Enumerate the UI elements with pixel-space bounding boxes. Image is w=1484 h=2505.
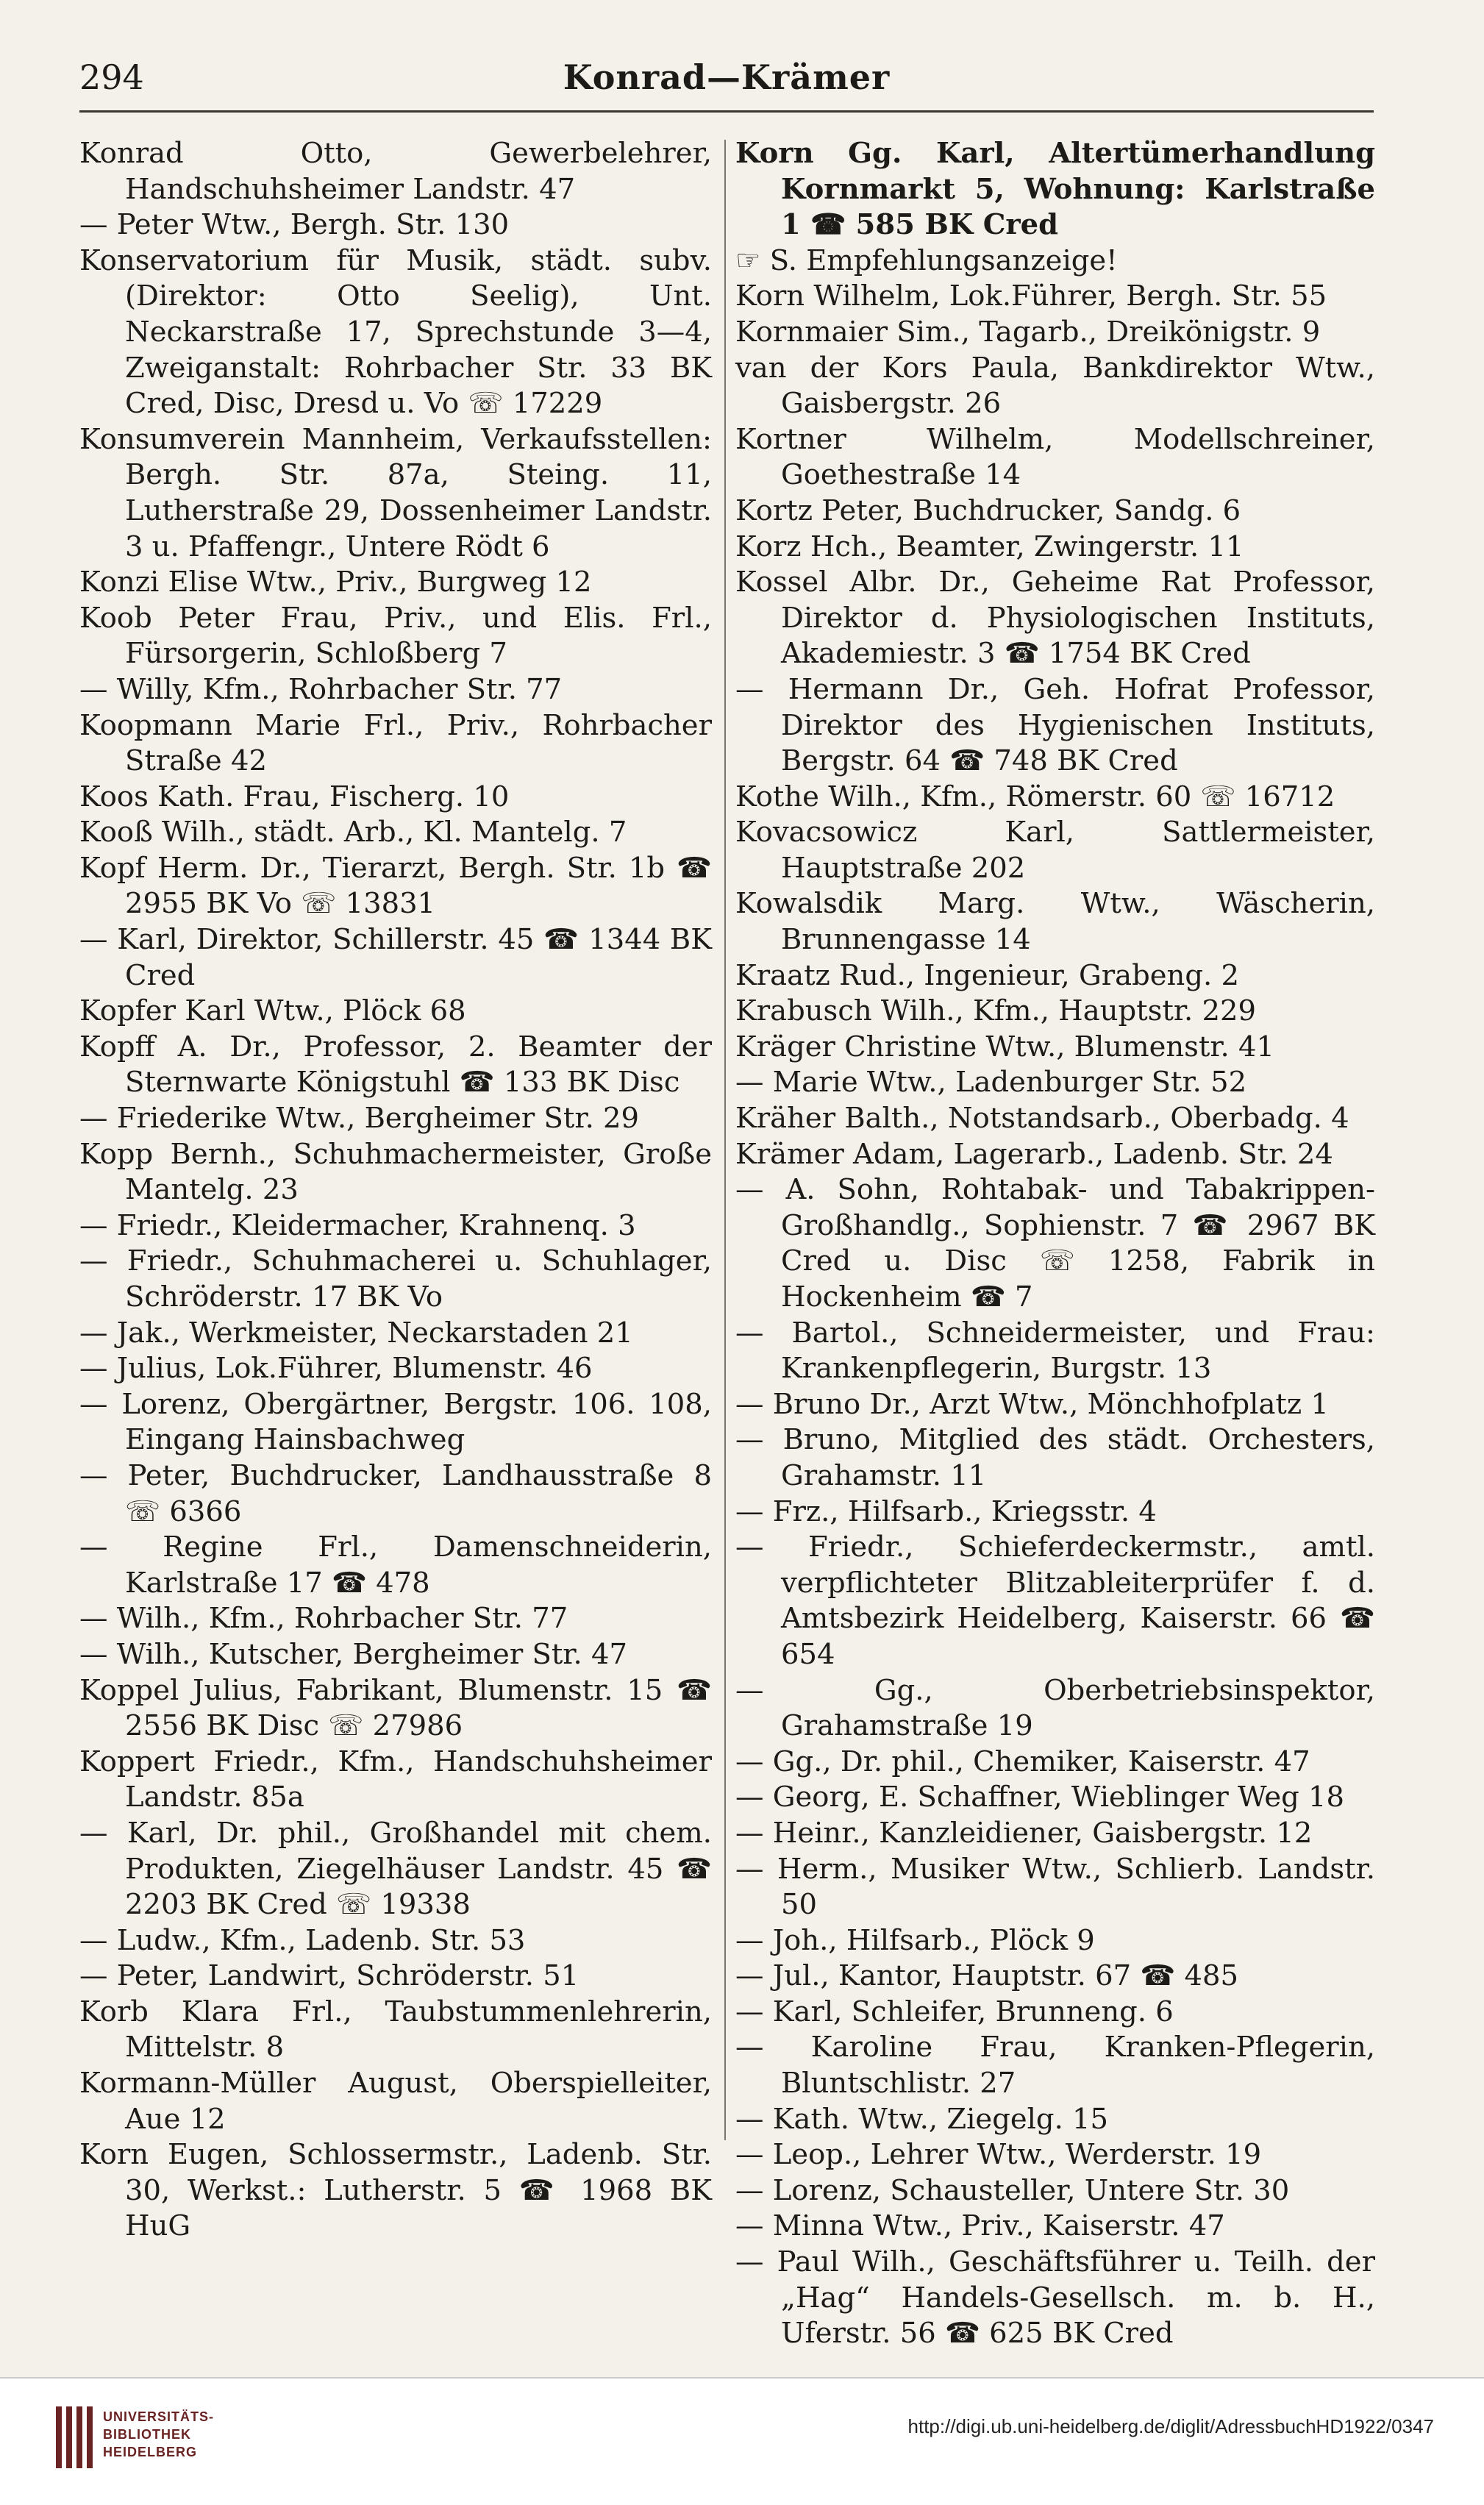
directory-entry: Kraatz Rud., Ingenieur, Grabeng. 2 bbox=[735, 958, 1239, 992]
directory-entry: Kopf Herm. Dr., Tierarzt, Bergh. Str. 1b ☎ 2955 BK Vo ☏ 13831 bbox=[79, 851, 712, 921]
directory-entry: — Georg, E. Schaffner, Wieblinger Weg 18 bbox=[735, 1781, 1345, 1814]
directory-entry: — Hermann Dr., Geh. Hofrat Professor, Direktor des Hygienischen Instituts, Bergstr. 64 ☎ 748 BK Cred bbox=[735, 672, 1375, 778]
directory-entry: Kooß Wilh., städt. Arb., Kl. Mantelg. 7 bbox=[79, 816, 627, 849]
directory-entry: — Peter, Landwirt, Schröderstr. 51 bbox=[79, 1959, 579, 1993]
library-name-line: BIBLIOTHEK bbox=[103, 2427, 191, 2442]
running-head: Konrad—Krämer bbox=[563, 57, 891, 97]
directory-entry: — Gg., Dr. phil., Chemiker, Kaiserstr. 47 bbox=[735, 1745, 1310, 1778]
directory-entry: — Gg., Oberbetriebsinspektor, Grahamstraße 19 bbox=[735, 1673, 1375, 1743]
directory-entry: Koos Kath. Frau, Fischerg. 10 bbox=[79, 780, 510, 813]
directory-entry: — Heinr., Kanzleidiener, Gaisbergstr. 12 bbox=[735, 1816, 1313, 1850]
directory-entry: — Friedr., Schieferdeckermstr., amtl. verpflichteter Blitzableiterprüfer f. d. Amtsbezirk Heidelberg, Kaiserstr. 66 ☎ 654 bbox=[735, 1531, 1375, 1671]
directory-entry: Korz Hch., Beamter, Zwingerstr. 11 bbox=[735, 530, 1244, 563]
directory-entry: Koppert Friedr., Kfm., Handschuhsheimer Landstr. 85a bbox=[79, 1745, 712, 1814]
directory-entry: — Friedr., Schuhmacherei u. Schuhlager, Schröderstr. 17 BK Vo bbox=[79, 1244, 712, 1314]
directory-entry: Kortz Peter, Buchdrucker, Sandg. 6 bbox=[735, 493, 1241, 527]
library-logo-icon bbox=[51, 2401, 96, 2474]
directory-entry: — Leop., Lehrer Wtw., Werderstr. 19 bbox=[735, 2138, 1262, 2172]
directory-entry: Konzi Elise Wtw., Priv., Burgweg 12 bbox=[79, 566, 592, 599]
library-name-line: HEIDELBERG bbox=[103, 2445, 198, 2459]
directory-entry: — Friederike Wtw., Bergheimer Str. 29 bbox=[79, 1102, 640, 1136]
directory-entry: — Lorenz, Schausteller, Untere Str. 30 bbox=[735, 2173, 1290, 2207]
directory-entry: Kovacsowicz Karl, Sattlermeister, Hauptstraße 202 bbox=[735, 816, 1375, 885]
footer-bar bbox=[0, 2377, 1484, 2505]
directory-entry: Kräger Christine Wtw., Blumenstr. 41 bbox=[735, 1030, 1275, 1063]
directory-entry: — Bartol., Schneidermeister, und Frau: Krankenpflegerin, Burgstr. 13 bbox=[735, 1316, 1375, 1386]
directory-entry: Krämer Adam, Lagerarb., Ladenb. Str. 24 bbox=[735, 1137, 1333, 1171]
directory-entry: Kopp Bernh., Schuhmachermeister, Große Mantelg. 23 bbox=[79, 1137, 712, 1207]
directory-entry: — Karoline Frau, Kranken-Pflegerin, Bluntschlistr. 27 bbox=[735, 2031, 1375, 2100]
directory-entry: Korn Gg. Karl, Altertümerhandlung Kornmarkt 5, Wohnung: Karlstraße 1 ☎ 585 BK Cred bbox=[735, 137, 1375, 242]
directory-entry: Krabusch Wilh., Kfm., Hauptstr. 229 bbox=[735, 994, 1256, 1028]
directory-entry: van der Kors Paula, Bankdirektor Wtw., Gaisbergstr. 26 bbox=[735, 351, 1375, 421]
directory-entry: — Bruno Dr., Arzt Wtw., Mönchhofplatz 1 bbox=[735, 1387, 1329, 1421]
directory-entry: — Willy, Kfm., Rohrbacher Str. 77 bbox=[79, 672, 563, 706]
directory-entry: — Ludw., Kfm., Ladenb. Str. 53 bbox=[79, 1923, 526, 1957]
directory-entry: Kortner Wilhelm, Modellschreiner, Goethestraße 14 bbox=[735, 422, 1375, 492]
directory-entry: Kornmaier Sim., Tagarb., Dreikönigstr. 9 bbox=[735, 315, 1321, 349]
directory-entry: ☞ S. Empfehlungsanzeige! bbox=[735, 243, 1118, 277]
library-name-line: UNIVERSITÄTS- bbox=[103, 2409, 215, 2424]
library-name bbox=[103, 2408, 214, 2461]
left-column bbox=[79, 136, 712, 2245]
directory-entry: — Bruno, Mitglied des städt. Orchesters, Grahamstr. 11 bbox=[735, 1423, 1375, 1492]
directory-entry: — Wilh., Kutscher, Bergheimer Str. 47 bbox=[79, 1637, 627, 1671]
directory-entry: — Peter, Buchdrucker, Landhausstraße 8 ☏ 6366 bbox=[79, 1458, 712, 1528]
directory-entry: — Jul., Kantor, Hauptstr. 67 ☎ 485 bbox=[735, 1959, 1239, 1993]
directory-entry: Korb Klara Frl., Taubstummenlehrerin, Mittelstr. 8 bbox=[79, 1995, 712, 2064]
directory-entry: — Joh., Hilfsarb., Plöck 9 bbox=[735, 1923, 1095, 1957]
directory-entry: — Wilh., Kfm., Rohrbacher Str. 77 bbox=[79, 1602, 568, 1636]
column-divider bbox=[724, 140, 726, 2140]
directory-entry: — Julius, Lok.Führer, Blumenstr. 46 bbox=[79, 1352, 593, 1386]
directory-entry: — Karl, Dr. phil., Großhandel mit chem. Produkten, Ziegelhäuser Landstr. 45 ☎ 2203 BK Cred ☏ 19338 bbox=[79, 1816, 712, 1922]
directory-entry: — Karl, Direktor, Schillerstr. 45 ☎ 1344 BK Cred bbox=[79, 923, 712, 992]
directory-entry: Koob Peter Frau, Priv., und Elis. Frl., Fürsorgerin, Schloßberg 7 bbox=[79, 601, 712, 671]
directory-entry: — Friedr., Kleidermacher, Krahnenq. 3 bbox=[79, 1208, 636, 1242]
directory-entry: Kowalsdik Marg. Wtw., Wäscherin, Brunnengasse 14 bbox=[735, 887, 1375, 957]
directory-entry: — Karl, Schleifer, Brunneng. 6 bbox=[735, 1995, 1174, 2028]
directory-entry: Konsumverein Mannheim, Verkaufsstellen: Bergh. Str. 87a, Steing. 11, Lutherstraße 29, Dossenheimer Landstr. 3 u. Pfaffengr., Untere Rödt 6 bbox=[79, 422, 712, 563]
directory-entry: — Kath. Wtw., Ziegelg. 15 bbox=[735, 2102, 1109, 2136]
directory-entry: Kräher Balth., Notstandsarb., Oberbadg. 4 bbox=[735, 1102, 1349, 1136]
directory-entry: Konrad Otto, Gewerbelehrer, Handschuhsheimer Landstr. 47 bbox=[79, 137, 712, 206]
directory-entry: Koopmann Marie Frl., Priv., Rohrbacher Straße 42 bbox=[79, 708, 712, 778]
directory-entry: — Regine Frl., Damenschneiderin, Karlstraße 17 ☎ 478 bbox=[79, 1531, 712, 1600]
directory-entry: Korn Eugen, Schlossermstr., Ladenb. Str. 30, Werkst.: Lutherstr. 5 ☎ 1968 BK HuG bbox=[79, 2138, 712, 2243]
right-column bbox=[735, 136, 1375, 2352]
directory-entry: — Marie Wtw., Ladenburger Str. 52 bbox=[735, 1066, 1247, 1100]
directory-entry: — Frz., Hilfsarb., Kriegsstr. 4 bbox=[735, 1494, 1157, 1528]
header-rule bbox=[79, 110, 1374, 113]
directory-entry: — Jak., Werkmeister, Neckarstaden 21 bbox=[79, 1316, 633, 1350]
directory-entry: — Paul Wilh., Geschäftsführer u. Teilh. der „Hag“ Handels-Gesellsch. m. b. H., Uferstr. 56 ☎ 625 BK Cred bbox=[735, 2245, 1375, 2351]
directory-entry: Kossel Albr. Dr., Geheime Rat Professor, Direktor d. Physiologischen Instituts, Akademiestr. 3 ☎ 1754 BK Cred bbox=[735, 566, 1375, 671]
directory-entry: Konservatorium für Musik, städt. subv. (Direktor: Otto Seelig), Unt. Neckarstraße 17, Sprechstunde 3—4, Zweiganstalt: Rohrbacher Str. 33 BK Cred, Disc, Dresd u. Vo ☏ 17229 bbox=[79, 243, 712, 421]
directory-entry: — Lorenz, Obergärtner, Bergstr. 106. 108, Eingang Hainsbachweg bbox=[79, 1387, 712, 1457]
page-number: 294 bbox=[79, 57, 144, 97]
page-header bbox=[79, 57, 1374, 109]
directory-entry: — Herm., Musiker Wtw., Schlierb. Landstr. 50 bbox=[735, 1852, 1375, 1922]
directory-entry: Kopfer Karl Wtw., Plöck 68 bbox=[79, 994, 466, 1028]
directory-entry: Kopff A. Dr., Professor, 2. Beamter der Sternwarte Königstuhl ☎ 133 BK Disc bbox=[79, 1030, 712, 1100]
directory-entry: — A. Sohn, Rohtabak- und Tabakrippen-Großhandlg., Sophienstr. 7 ☎ 2967 BK Cred u. Disc ☏ 1258, Fabrik in Hockenheim ☎ 7 bbox=[735, 1173, 1375, 1314]
directory-entry: — Peter Wtw., Bergh. Str. 130 bbox=[79, 208, 510, 242]
directory-entry: Korn Wilhelm, Lok.Führer, Bergh. Str. 55 bbox=[735, 279, 1327, 313]
directory-entry: Koppel Julius, Fabrikant, Blumenstr. 15 ☎ 2556 BK Disc ☏ 27986 bbox=[79, 1673, 712, 1743]
directory-entry: Kothe Wilh., Kfm., Römerstr. 60 ☏ 16712 bbox=[735, 780, 1335, 813]
directory-entry: — Minna Wtw., Priv., Kaiserstr. 47 bbox=[735, 2209, 1225, 2243]
directory-entry: Kormann-Müller August, Oberspielleiter, Aue 12 bbox=[79, 2067, 712, 2136]
source-url-link[interactable]: http://digi.ub.uni-heidelberg.de/diglit/AdressbuchHD1922/0347 bbox=[907, 2415, 1434, 2437]
